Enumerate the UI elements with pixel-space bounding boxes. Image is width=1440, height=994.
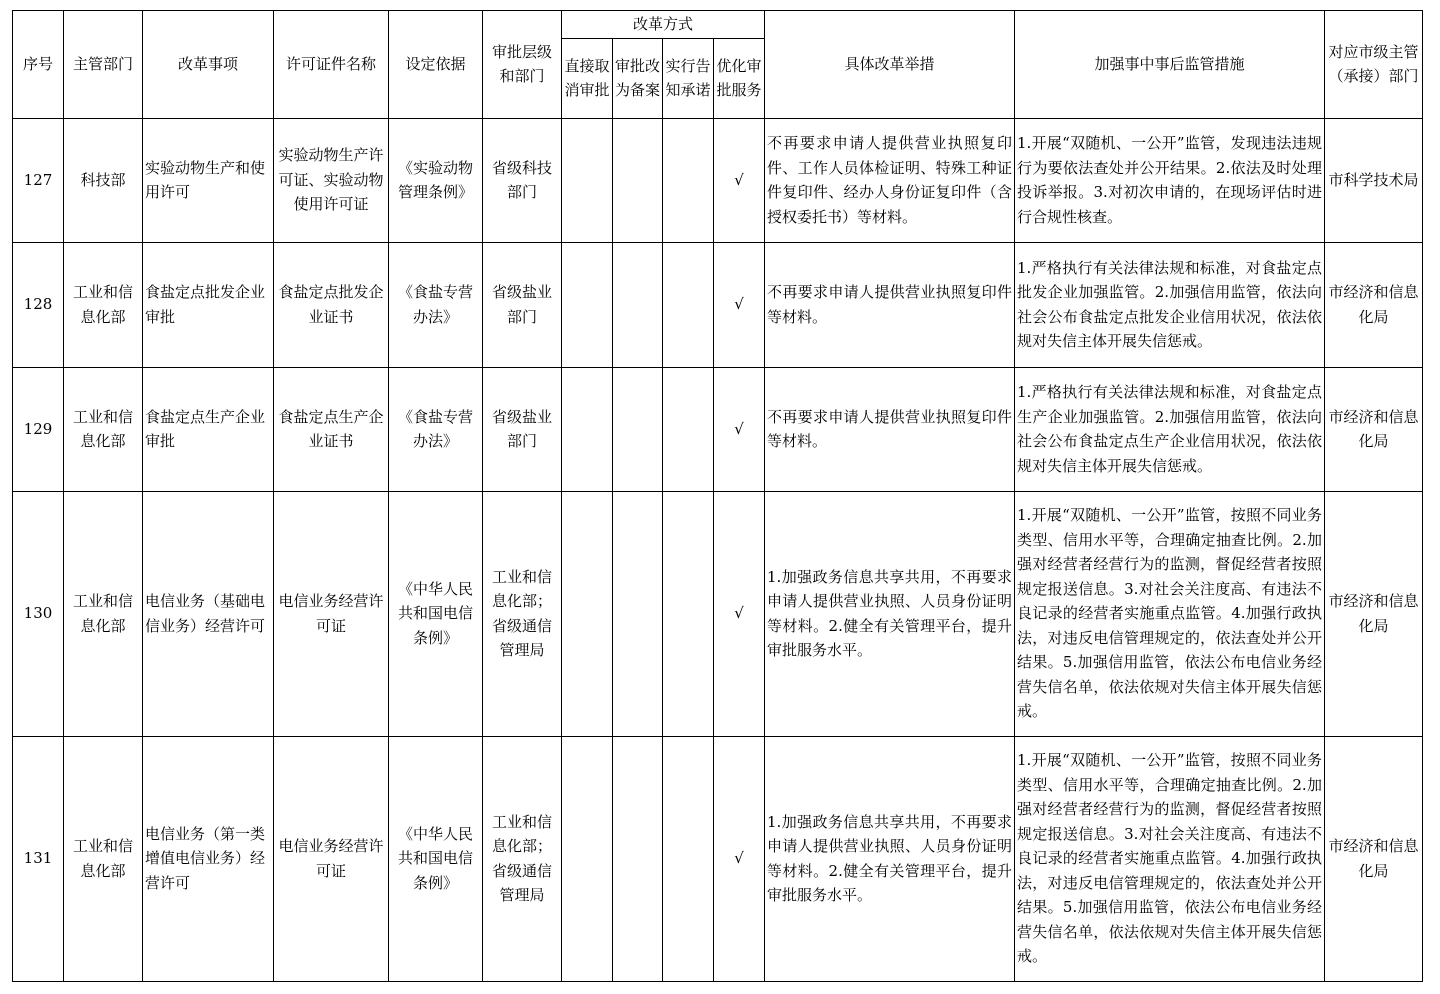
cell-basis: 《食盐专营办法》 [389, 367, 483, 491]
cell-city-dept: 市经济和信息化局 [1325, 367, 1423, 491]
header-supervision: 加强事中事后监管措施 [1015, 11, 1325, 119]
cell-method-optimize: √ [714, 491, 765, 736]
reform-table [12, 10, 1423, 982]
cell-basis: 《中华人民共和国电信条例》 [389, 736, 483, 981]
cell-license: 食盐定点批发企业证书 [274, 242, 389, 367]
cell-index: 131 [13, 736, 64, 981]
cell-measures: 1.加强政务信息共享共用，不再要求申请人提供营业执照、人员身份证明等材料。2.健全有关管理平台，提升审批服务水平。 [765, 736, 1015, 981]
cell-method-notify [663, 736, 714, 981]
cell-item: 电信业务（基础电信业务）经营许可 [143, 491, 274, 736]
header-measures: 具体改革举措 [765, 11, 1015, 119]
cell-method-cancel [562, 242, 613, 367]
header-index: 序号 [13, 11, 64, 119]
cell-method-optimize: √ [714, 118, 765, 242]
table-row [13, 736, 1423, 981]
cell-city-dept: 市经济和信息化局 [1325, 242, 1423, 367]
cell-item: 食盐定点批发企业审批 [143, 242, 274, 367]
cell-method-optimize: √ [714, 367, 765, 491]
cell-department: 工业和信息化部 [64, 367, 143, 491]
cell-measures: 不再要求申请人提供营业执照复印件等材料。 [765, 367, 1015, 491]
header-license: 许可证件名称 [274, 11, 389, 119]
cell-method-optimize: √ [714, 242, 765, 367]
cell-index: 129 [13, 367, 64, 491]
table-row [13, 118, 1423, 242]
header-method-optimize: 优化审批服务 [714, 38, 765, 118]
cell-method-notify [663, 491, 714, 736]
cell-supervision: 1.开展“双随机、一公开”监管，按照不同业务类型、信用水平等，合理确定抽查比例。2.加强对经营者经营行为的监测，督促经营者按照规定报送信息。3.对社会关注度高、有违法不良记录的经营者实施重点监管。4.加强行政执法，对违反电信管理规定的，依法查处并公开结果。5.加强信用监管，依法公布电信业务经营失信名单，依法依规对失信主体开展失信惩戒。 [1015, 491, 1325, 736]
cell-item: 食盐定点生产企业审批 [143, 367, 274, 491]
cell-level: 工业和信息化部；省级通信管理局 [483, 736, 562, 981]
cell-method-filing [613, 736, 663, 981]
cell-supervision: 1.严格执行有关法律法规和标准，对食盐定点批发企业加强监管。2.加强信用监管，依法向社会公布食盐定点批发企业信用状况，依法依规对失信主体开展失信惩戒。 [1015, 242, 1325, 367]
header-department: 主管部门 [64, 11, 143, 119]
cell-measures: 不再要求申请人提供营业执照复印件、工作人员体检证明、特殊工种证件复印件、经办人身份证复印件（含授权委托书）等材料。 [765, 118, 1015, 242]
cell-license: 电信业务经营许可证 [274, 491, 389, 736]
cell-city-dept: 市经济和信息化局 [1325, 736, 1423, 981]
cell-department: 科技部 [64, 118, 143, 242]
cell-basis: 《中华人民共和国电信条例》 [389, 491, 483, 736]
cell-measures: 不再要求申请人提供营业执照复印件等材料。 [765, 242, 1015, 367]
header-basis: 设定依据 [389, 11, 483, 119]
cell-method-filing [613, 491, 663, 736]
header-method-cancel: 直接取消审批 [562, 38, 613, 118]
cell-city-dept: 市经济和信息化局 [1325, 491, 1423, 736]
cell-method-notify [663, 118, 714, 242]
cell-level: 省级盐业部门 [483, 367, 562, 491]
header-item: 改革事项 [143, 11, 274, 119]
cell-license: 食盐定点生产企业证书 [274, 367, 389, 491]
cell-method-cancel [562, 491, 613, 736]
cell-index: 130 [13, 491, 64, 736]
cell-method-notify [663, 242, 714, 367]
cell-item: 电信业务（第一类增值电信业务）经营许可 [143, 736, 274, 981]
cell-method-cancel [562, 367, 613, 491]
cell-supervision: 1.开展“双随机、一公开”监管，按照不同业务类型、信用水平等，合理确定抽查比例。2.加强对经营者经营行为的监测，督促经营者按照规定报送信息。3.对社会关注度高、有违法不良记录的经营者实施重点监管。4.加强行政执法，对违反电信管理规定的，依法查处并公开结果。5.加强信用监管，依法公布电信业务经营失信名单，依法依规对失信主体开展失信惩戒。 [1015, 736, 1325, 981]
header-level: 审批层级和部门 [483, 11, 562, 119]
table-row [13, 491, 1423, 736]
cell-method-cancel [562, 736, 613, 981]
cell-level: 省级盐业部门 [483, 242, 562, 367]
cell-method-notify [663, 367, 714, 491]
cell-level: 工业和信息化部；省级通信管理局 [483, 491, 562, 736]
cell-method-cancel [562, 118, 613, 242]
cell-basis: 《实验动物管理条例》 [389, 118, 483, 242]
cell-measures: 1.加强政务信息共享共用，不再要求申请人提供营业执照、人员身份证明等材料。2.健全有关管理平台，提升审批服务水平。 [765, 491, 1015, 736]
cell-basis: 《食盐专营办法》 [389, 242, 483, 367]
cell-city-dept: 市科学技术局 [1325, 118, 1423, 242]
header-method-notify: 实行告知承诺 [663, 38, 714, 118]
cell-index: 127 [13, 118, 64, 242]
header-method-group: 改革方式 [562, 11, 765, 39]
cell-level: 省级科技部门 [483, 118, 562, 242]
cell-method-filing [613, 367, 663, 491]
header-method-filing: 审批改为备案 [613, 38, 663, 118]
cell-license: 电信业务经营许可证 [274, 736, 389, 981]
cell-supervision: 1.严格执行有关法律法规和标准，对食盐定点生产企业加强监管。2.加强信用监管，依法向社会公布食盐定点生产企业信用状况，依法依规对失信主体开展失信惩戒。 [1015, 367, 1325, 491]
table-row [13, 367, 1423, 491]
cell-index: 128 [13, 242, 64, 367]
cell-department: 工业和信息化部 [64, 242, 143, 367]
table-row [13, 242, 1423, 367]
cell-method-filing [613, 242, 663, 367]
header-city-dept: 对应市级主管（承接）部门 [1325, 11, 1423, 119]
cell-method-filing [613, 118, 663, 242]
cell-method-optimize: √ [714, 736, 765, 981]
cell-item: 实验动物生产和使用许可 [143, 118, 274, 242]
cell-department: 工业和信息化部 [64, 736, 143, 981]
cell-department: 工业和信息化部 [64, 491, 143, 736]
cell-supervision: 1.开展“双随机、一公开”监管，发现违法违规行为要依法查处并公开结果。2.依法及时处理投诉举报。3.对初次申请的，在现场评估时进行合规性核查。 [1015, 118, 1325, 242]
cell-license: 实验动物生产许可证、实验动物使用许可证 [274, 118, 389, 242]
